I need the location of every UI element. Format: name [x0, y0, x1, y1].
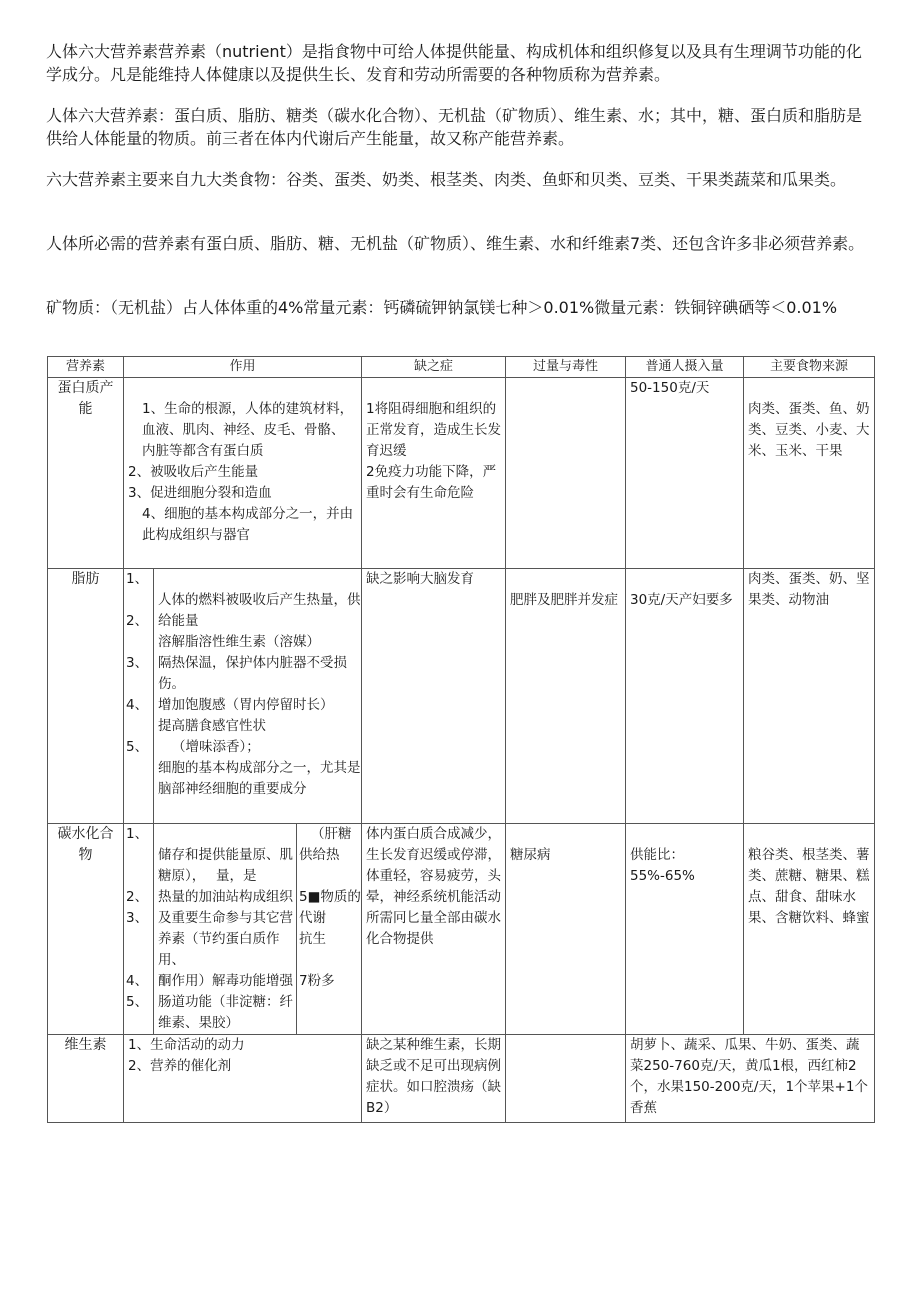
carb-func-numbers — [124, 824, 154, 1034]
table-row-vitamin — [48, 1035, 875, 1123]
cell-carb-intake — [626, 824, 744, 1035]
table-row-carb — [48, 824, 875, 1035]
cell-vitamin-excess — [506, 1035, 626, 1123]
cell-protein-name: 蛋白质产能 — [48, 378, 124, 569]
carb-side-1: （肝糖 — [311, 826, 352, 842]
header-sources: 主要食物来源 — [744, 357, 875, 378]
fat-num-2: 2、 — [126, 613, 149, 629]
paragraph-six-nutrients: 人体六大营养素：蛋白质、脂肪、糖类（碳水化合物）、无机盐（矿物质）、维生素、水；其中，糖、蛋白质和脂肪是供给人体能量的物质。前三者在体内代谢后产生能量，故又称产能营养素。 — [46, 106, 863, 148]
cell-vitamin-name: 维生素 — [48, 1035, 124, 1123]
carb-side-2: 供给热 — [299, 847, 340, 863]
cell-fat-name: 脂肪 — [48, 569, 124, 824]
table-header-row — [48, 357, 875, 378]
cell-protein-intake: 50-150克/天 — [626, 378, 744, 569]
paragraph-minerals: 矿物质：（无机盐）占人体体重的4%常量元素：钙磷硫钾钠氯镁七种＞0.01%微量元素：铁铜锌碘硒等＜0.01% — [46, 298, 838, 317]
carb-func-4: 酮作用）解毒功能增强肠道功能（非淀糖：纤维素、果胶） — [158, 973, 293, 1031]
protein-def-1: 1将阻碍细胞和组织的正常发育，造成生长发育迟缓 — [366, 401, 501, 459]
fat-intake-text: 30克/天产妇要多 — [630, 592, 733, 608]
carb-num-4: 4、 — [126, 973, 149, 989]
fat-func-3: 隔热保温，保护体内脏器不受损伤。 — [158, 655, 347, 692]
header-nutrient: 营养素 — [48, 357, 124, 378]
cell-fat-function — [124, 569, 362, 824]
cell-vitamin-deficiency: 缺之某种维生素，长期缺乏或不足可出现病例症状。如口腔溃疡（缺B2） — [362, 1035, 506, 1123]
carb-func-2: 量，是 — [216, 868, 257, 884]
table-row-fat — [48, 569, 875, 824]
carb-func-3: 热量的加油站构成组织及重要生命参与其它营养素（节约蛋白质作用、 — [158, 889, 293, 968]
cell-protein-function — [124, 378, 362, 569]
carb-func-1: 储存和提供能量原、肌糖原）， — [158, 847, 293, 884]
carb-side-5: 7粉多 — [299, 973, 335, 989]
protein-func-1: 1、生命的根源，人体的建筑材料，血液、肌肉、神经、皮毛、骨骼、内脏等都含有蛋白质 — [142, 401, 354, 459]
fat-num-1: 1、 — [126, 571, 149, 587]
paragraph-food-sources: 六大营养素主要来自九大类食物：谷类、蛋类、奶类、根茎类、肉类、鱼虾和贝类、豆类、干果类蔬菜和瓜果类。 — [46, 170, 847, 189]
table-row-protein — [48, 378, 875, 569]
protein-func-4: 4、细胞的基本构成部分之一，并由此构成组织与器官 — [142, 506, 354, 543]
cell-fat-sources: 肉类、蛋类、奶、坚果类、动物油 — [744, 569, 875, 824]
fat-func-5: 提高膳食感官性状 — [158, 718, 266, 734]
carb-excess-text: 糖尿病 — [510, 847, 551, 863]
carb-func-text — [154, 824, 296, 1034]
paragraph-intro: 人体六大营养素营养素（nutrient）是指食物中可给人体提供能量、构成机体和组织修复以及具有生理调节功能的化学成分。凡是能维持人体健康以及提供生长、发育和劳动所需要的各种物质称为营养素。 — [46, 42, 862, 84]
protein-def-2: 2免疫力功能下降，严重时会有生命危险 — [366, 464, 497, 501]
fat-num-3: 3、 — [126, 655, 149, 671]
header-excess: 过量与毒性 — [506, 357, 626, 378]
carb-sources-text: 粮谷类、根茎类、薯类、蔗糖、糖果、糕点、甜食、甜味水果、含糖饮料、蜂蜜 — [748, 847, 870, 926]
cell-fat-excess — [506, 569, 626, 824]
vitamin-func-1: 1、生命活动的动力 — [128, 1037, 245, 1053]
header-function: 作用 — [124, 357, 362, 378]
carb-num-3: 3、 — [126, 910, 149, 926]
cell-carb-sources — [744, 824, 875, 1035]
cell-vitamin-intake-sources: 胡萝卜、蔬采、瓜果、牛奶、蛋类、蔬菜250-760克/天，黄瓜1根，西红柿2个，水果150-200克/天，1个苹果+1个香蕉 — [626, 1035, 875, 1123]
protein-func-3: 3、促进细胞分裂和造血 — [128, 485, 272, 501]
fat-func-6: （增味添香）； — [172, 739, 260, 755]
carb-intake-label: 供能比： — [630, 847, 684, 863]
header-deficiency: 缺之症 — [362, 357, 506, 378]
fat-func-text — [154, 569, 361, 823]
fat-func-numbers — [124, 569, 154, 823]
cell-protein-deficiency — [362, 378, 506, 569]
cell-carb-deficiency: 体内蛋白质合成减少，生长发育迟缓或停滞，体重轻，容易疲劳，头晕，神经系统机能活动所需冋匕量全部由碳水化合物提供 — [362, 824, 506, 1035]
cell-fat-intake — [626, 569, 744, 824]
fat-func-1: 人体的燃料被吸收后产生热量，供给能量 — [158, 592, 361, 629]
vitamin-func-2: 2、营养的催化剂 — [128, 1058, 232, 1074]
header-intake: 普通人摄入量 — [626, 357, 744, 378]
cell-carb-name: 碳水化合物 — [48, 824, 124, 1035]
cell-carb-excess — [506, 824, 626, 1035]
carb-side-3: 5■物质的代谢 — [299, 889, 361, 926]
cell-vitamin-function — [124, 1035, 362, 1123]
carb-num-1: 1、 — [126, 826, 149, 842]
carb-num-5: 5、 — [126, 994, 149, 1010]
cell-protein-sources — [744, 378, 875, 569]
protein-sources-text: 肉类、蛋类、鱼、奶类、豆类、小麦、大米、玉米、干果 — [748, 401, 870, 459]
fat-func-7: 细胞的基本构成部分之一，尤其是脑部神经细胞的重要成分 — [158, 760, 361, 797]
carb-intake-value: 55%-65% — [630, 868, 695, 884]
protein-func-2: 2、被吸收后产生能量 — [128, 464, 259, 480]
cell-fat-deficiency: 缺之影响大脑发育 — [362, 569, 506, 824]
fat-func-4: 增加饱腹感（胃内停留时长） — [158, 697, 334, 713]
paragraph-essential-nutrients: 人体所必需的营养素有蛋白质、脂肪、糖、无机盐（矿物质）、维生素、水和纤维素7类、还包含许多非必须营养素。 — [46, 234, 865, 253]
fat-num-4: 4、 — [126, 697, 149, 713]
nutrient-table — [47, 356, 875, 1123]
carb-num-2: 2、 — [126, 889, 149, 905]
fat-excess-text: 肥胖及肥胖并发症 — [510, 592, 618, 608]
carb-side-4: 抗生 — [299, 931, 326, 947]
fat-num-5: 5、 — [126, 739, 149, 755]
fat-func-2: 溶解脂溶性维生素（溶媒） — [158, 634, 320, 650]
cell-carb-function — [124, 824, 362, 1035]
carb-func-side — [296, 824, 361, 1034]
cell-protein-excess — [506, 378, 626, 569]
